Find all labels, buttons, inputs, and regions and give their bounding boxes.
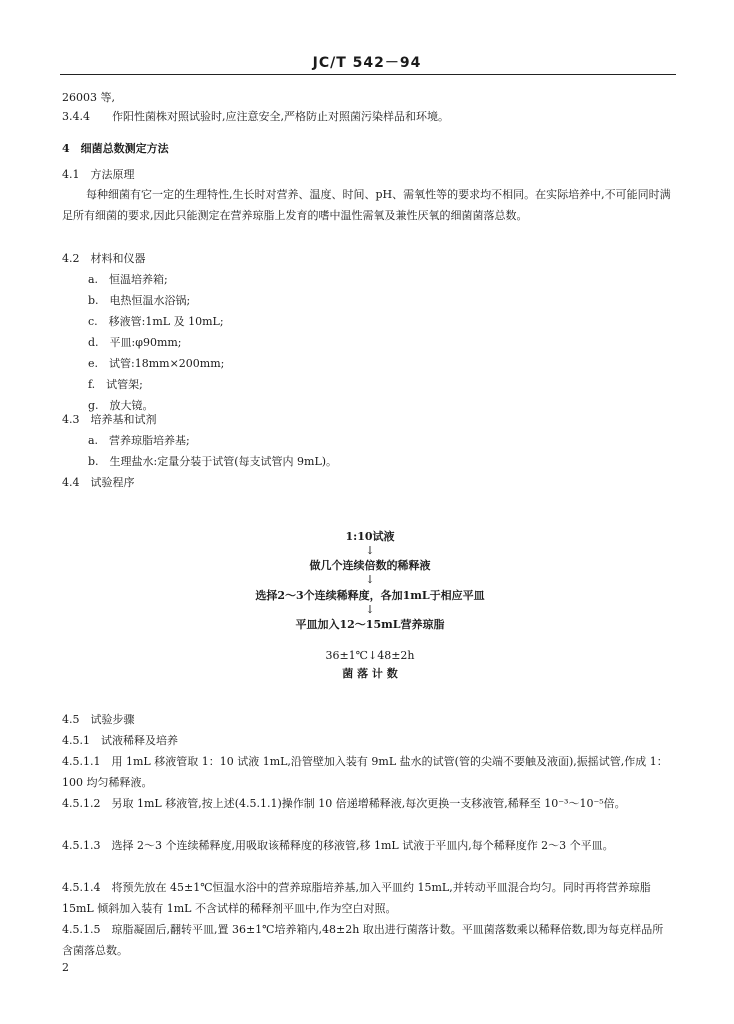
list-item: a. 营养琼脂培养基;: [88, 434, 190, 447]
flow-temperature: 36±1℃: [325, 649, 368, 662]
flow-step-4: 平皿加入12～15mL营养琼脂: [295, 618, 445, 631]
list-item: b. 生理盐水:定量分装于试管(每支试管内 9mL)。: [88, 455, 338, 468]
flow-step-5: 菌 落 计 数: [342, 667, 398, 680]
clause-4-3-heading: 4.3 培养基和试剂: [62, 413, 157, 426]
list-item: e. 试管:18mm×200mm;: [88, 357, 225, 370]
clause-4-5-1-4: 4.5.1.4 将预先放在 45±1℃恒温水浴中的营养琼脂培养基,加入平皿约 15mL,并转动平皿混合均匀。同时再将营养琼脂 15mL 倾斜加入装有 1mL 不含试样的稀释剂平皿中,作为空白对照。: [62, 881, 651, 915]
page-header: JC/T 542－94: [312, 55, 422, 71]
flow-step-3: 选择2～3个连续稀释度，各加1mL于相应平皿: [255, 589, 485, 602]
section-4-heading: 4 细菌总数测定方法: [62, 142, 169, 155]
clause-4-1-heading: 4.1 方法原理: [62, 168, 135, 181]
clause-4-5-1-1: 4.5.1.1 用 1mL 移液管取 1：10 试液 1mL,沿管壁加入装有 9mL 盐水的试管(管的尖端不要触及液面),振摇试管,作成 1：100 均匀稀释液。: [62, 755, 668, 789]
clause-4-1-paragraph: 每种细菌有它一定的生理特性,生长时对营养、温度、时间、pH、需氧性等的要求均不相同。在实际培养中,不可能同时满足所有细菌的要求,因此只能测定在营养琼脂上发育的嗜中温性需氧及兼性厌氧的细菌菌落总数。: [62, 188, 671, 222]
flow-arrow: ↓: [368, 649, 378, 662]
flow-arrow: ↓: [365, 573, 375, 586]
list-item: g. 放大镜。: [88, 399, 154, 412]
list-item: b. 电热恒温水浴锅;: [88, 294, 191, 307]
header-rule: [60, 74, 676, 75]
clause-4-5-1-2: 4.5.1.2 另取 1mL 移液管,按上述(4.5.1.1)操作制 10 倍递增稀释液,每次更换一支移液管,稀释至 10⁻³～10⁻⁵倍。: [62, 797, 626, 810]
clause-4-5-1-5: 4.5.1.5 琼脂凝固后,翻转平皿,置 36±1℃培养箱内,48±2h 取出进行菌落计数。平皿菌落数乘以稀释倍数,即为每克样品所含菌落总数。: [62, 923, 664, 957]
list-item: d. 平皿:φ90mm;: [88, 336, 182, 349]
flow-incubation-condition: [180, 649, 560, 663]
clause-4-5-1-3: 4.5.1.3 选择 2～3 个连续稀释度,用吸取该稀释度的移液管,移 1mL 试液于平皿内,每个稀释度作 2～3 个平皿。: [62, 839, 614, 852]
flow-step-2: 做几个连续倍数的稀释液: [309, 559, 431, 572]
clause-3-4-4-text: 作阳性菌株对照试验时,应注意安全,严格防止对照菌污染样品和环境。: [112, 110, 449, 123]
list-item: f. 试管架;: [88, 378, 143, 391]
continued-text: 26003 等,: [62, 91, 115, 104]
flow-arrow: ↓: [365, 544, 375, 557]
list-item: c. 移液管:1mL 及 10mL;: [88, 315, 224, 328]
clause-3-4-4-number: 3.4.4: [62, 110, 90, 123]
flow-arrow: ↓: [365, 603, 375, 616]
clause-4-4-heading: 4.4 试验程序: [62, 476, 135, 489]
flow-duration: 48±2h: [377, 649, 415, 662]
list-item: a. 恒温培养箱;: [88, 273, 168, 286]
page-number: 2: [62, 961, 69, 974]
clause-4-2-heading: 4.2 材料和仪器: [62, 252, 146, 265]
clause-4-5-heading: 4.5 试验步骤: [62, 713, 135, 726]
clause-4-5-1-heading: 4.5.1 试液稀释及培养: [62, 734, 178, 747]
flow-step-1: 1:10试液: [345, 530, 395, 543]
